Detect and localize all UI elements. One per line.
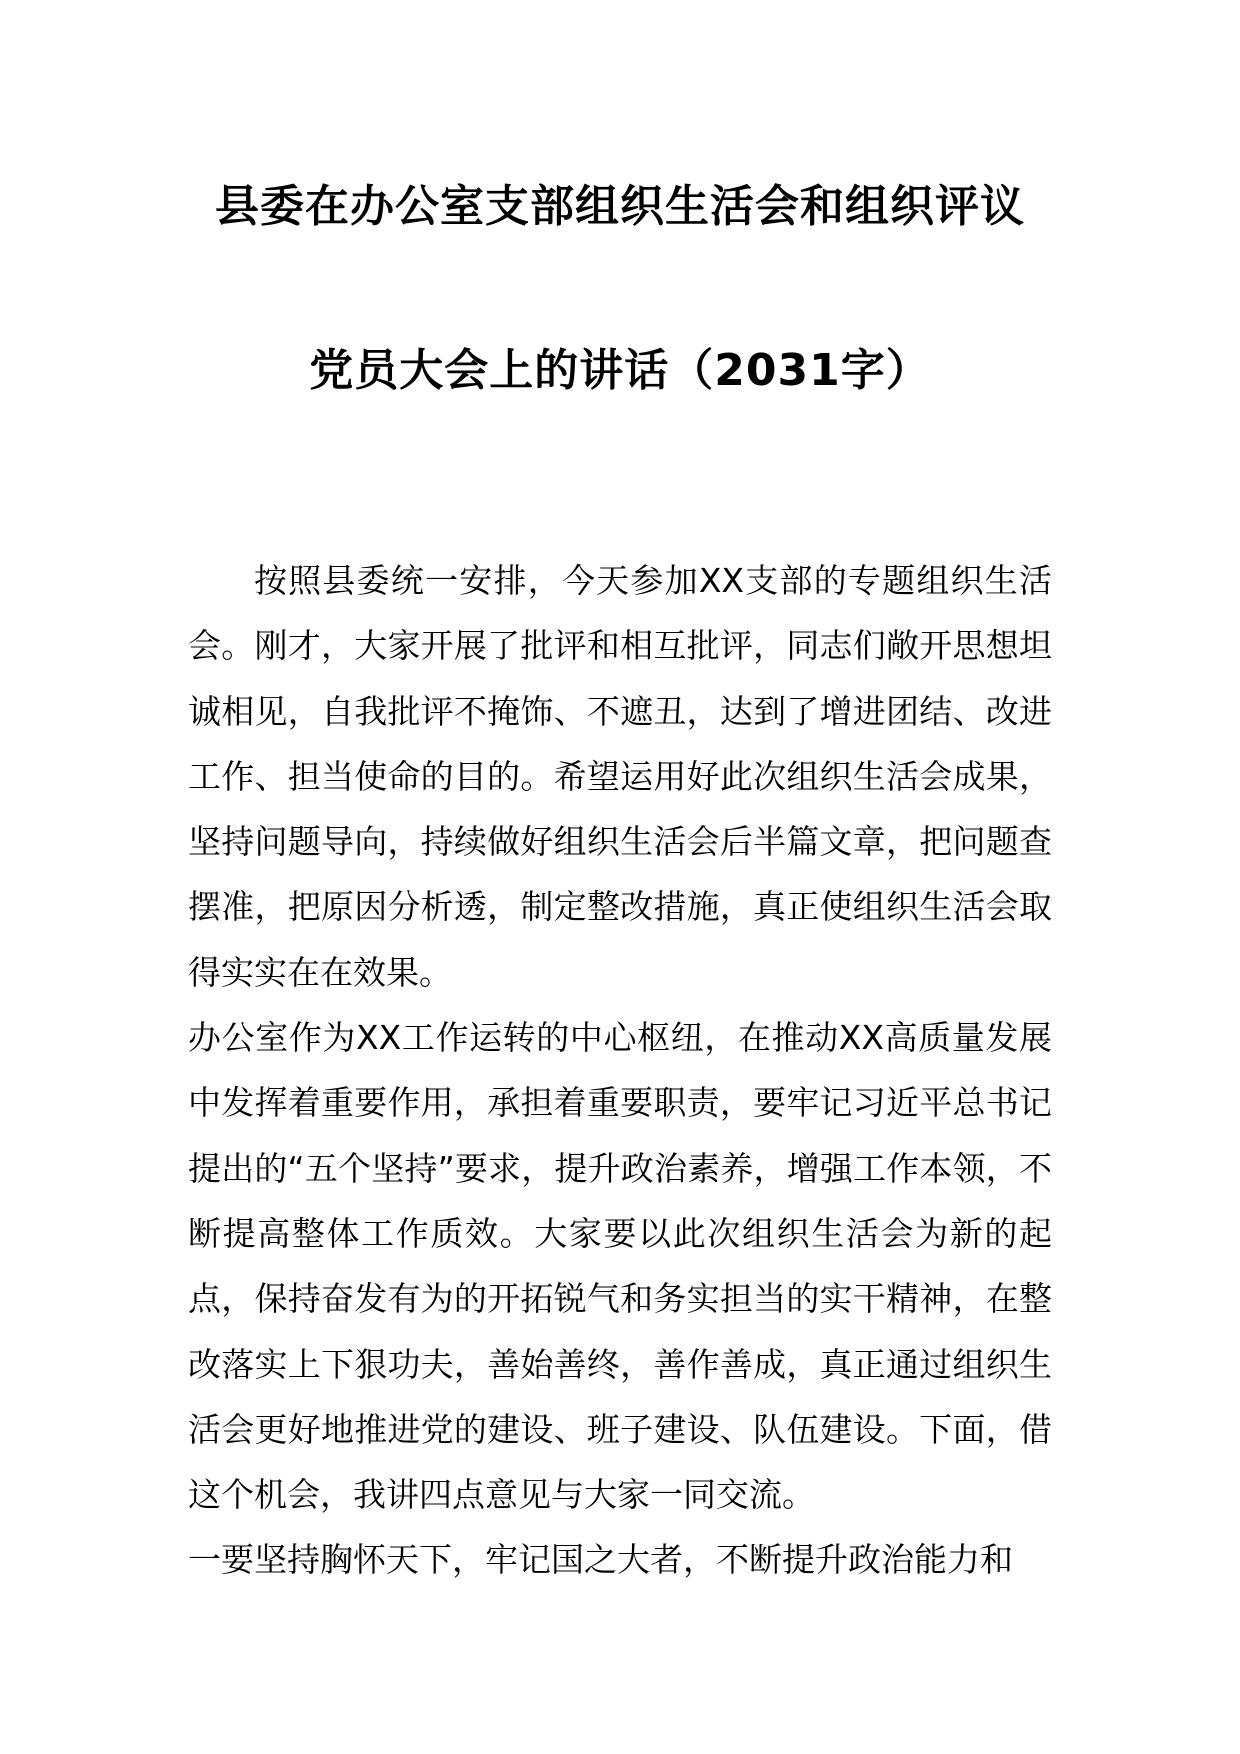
paragraph-2: 办公室作为XX工作运转的中心枢纽，在推动XX高质量发展中发挥着重要作用，承担着重要职责，要牢记习近平总书记提出的“五个坚持”要求，提升政治素养，增强工作本领，不断提高整体工作质效。大家要以此次组织生活会为新的起点，保持奋发有为的开拓锐气和务实担当的实干精神，在整改落实上下狠功夫，善始善终，善作善成，真正通过组织生活会更好地推进党的建设、班子建设、队伍建设。下面，借这个机会，我讲四点意见与大家一同交流。 <box>188 1018 1052 1515</box>
document-body <box>188 548 1052 1593</box>
document-title-line-1: 县委在办公室支部组织生活会和组织评议 <box>215 181 1025 232</box>
paragraph-3: 一要坚持胸怀天下，牢记国之大者，不断提升政治能力和 <box>188 1540 1013 1580</box>
paragraph-1: 按照县委统一安排，今天参加XX支部的专题组织生活会。刚才，大家开展了批评和相互批评，同志们敞开思想坦诚相见，自我批评不掩饰、不遮丑，达到了增进团结、改进工作、担当使命的目的。希望运用好此次组织生活会成果，坚持问题导向，持续做好组织生活会后半篇文章，把问题查摆准，把原因分析透，制定整改措施，真正使组织生活会取得实实在在效果。 <box>188 561 1052 992</box>
document-title-line-2: 党员大会上的讲话（2031字） <box>309 345 931 396</box>
